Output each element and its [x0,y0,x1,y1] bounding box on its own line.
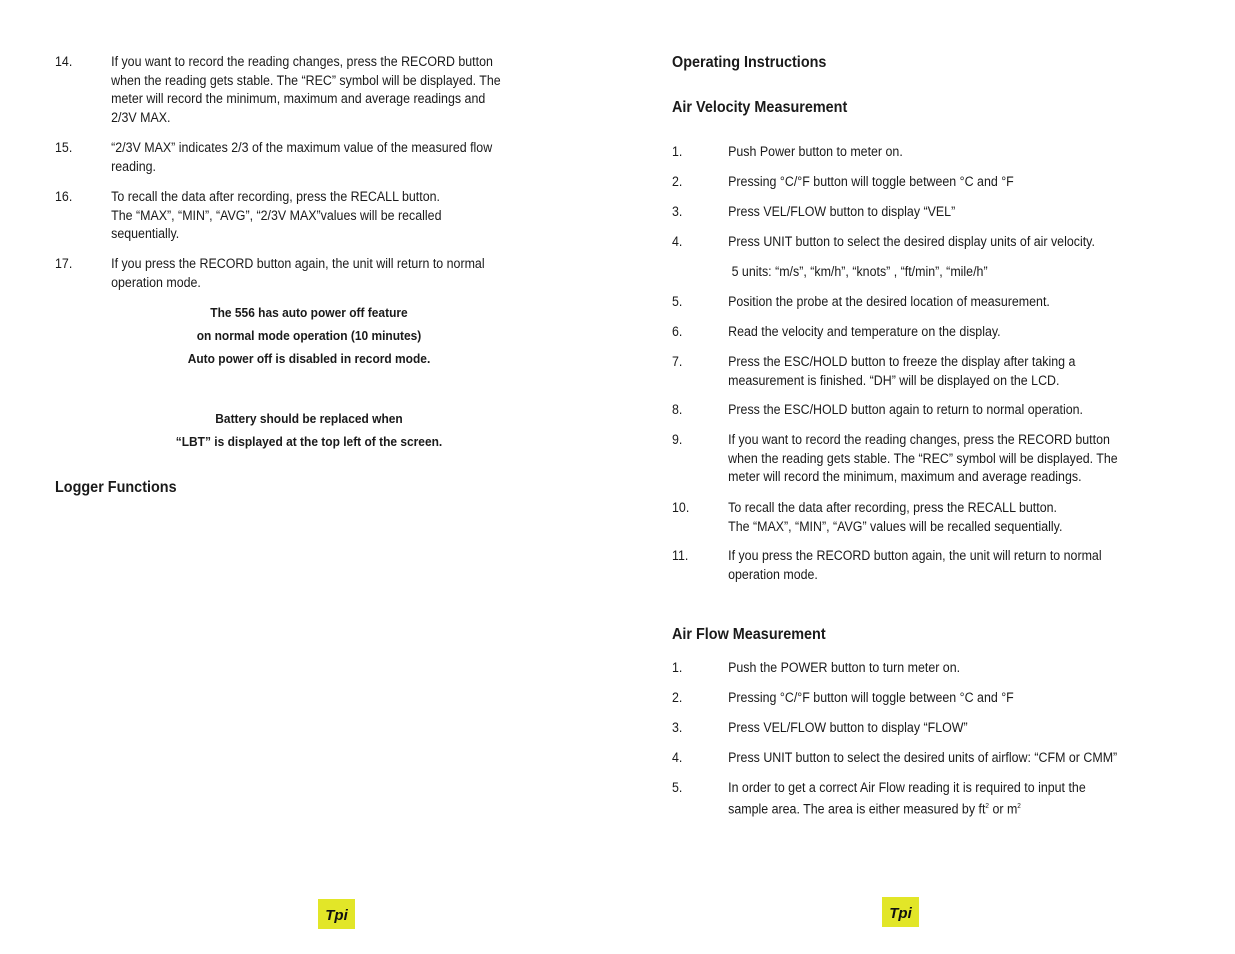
item-text [728,401,1083,420]
item-text [111,53,501,127]
logger-functions-heading: Logger Functions [55,479,177,496]
item-line: To recall the data after recording, press the RECALL button. [728,500,1057,515]
tpi-logo-icon [882,897,919,927]
item-line: Pressing °C/°F button will toggle between °C and °F [728,174,1014,189]
item-text [728,499,1062,536]
item-line: when the reading gets stable. The “REC” symbol will be displayed. The [111,72,501,88]
item-line: Push Power button to meter on. [728,144,903,159]
right-page [617,0,1235,954]
item-text [111,139,492,176]
battery-note [55,407,563,453]
item-number: 2. [672,690,683,705]
item-number: 4. [672,750,683,765]
item-line: Press UNIT button to select the desired display units of air velocity. [728,234,1095,249]
area-text: sample area. The area is either measured by ft [728,801,986,816]
item-text [728,779,1086,819]
item-line: Press UNIT button to select the desired units of airflow: “CFM or CMM” [728,750,1118,765]
tpi-logo [882,897,919,927]
item-number: 6. [672,324,683,339]
note-line: “LBT” is displayed at the top left of the screen. [175,434,443,449]
superscript: 2 [985,802,989,810]
item-number: 15. [55,140,73,155]
item-line: Read the velocity and temperature on the display. [728,324,1001,339]
item-text [728,353,1075,390]
item-number: 10. [672,500,690,515]
item-number: 14. [55,54,73,69]
item-number: 5. [672,780,683,795]
item-number: 1. [672,144,683,159]
item-number: 9. [672,432,683,447]
item-text [728,323,1000,342]
item-text [728,263,987,282]
item-text [728,547,1101,584]
item-text [728,719,968,738]
item-line: meter will record the minimum, maximum and average readings. [728,469,1082,484]
item-line: operation mode. [111,274,201,290]
item-text [728,173,1014,192]
item-line: The “MAX”, “MIN”, “AVG”, “2/3V MAX”values will be recalled [111,207,442,223]
logo-text: Tpi [325,907,348,924]
item-number: 2. [672,174,683,189]
item-number: 16. [55,189,73,204]
logo-text: Tpi [889,905,912,922]
item-number: 3. [672,720,683,735]
item-number: 1. [672,660,683,675]
item-line: Push the POWER button to turn meter on. [728,660,961,675]
item-line [728,798,1086,819]
item-number: 7. [672,354,683,369]
note-line: Battery should be replaced when [215,411,403,426]
item-line: Position the probe at the desired location of measurement. [728,294,1050,309]
item-text [728,659,960,678]
note-line: Auto power off is disabled in record mode. [187,351,431,366]
item-text [111,188,441,244]
area-text: or m [988,801,1018,816]
tpi-logo [318,899,355,929]
item-line: In order to get a correct Air Flow reading it is required to input the [728,780,1086,795]
item-number: 11. [672,548,689,563]
item-number: 3. [672,204,683,219]
air-velocity-heading: Air Velocity Measurement [672,99,848,116]
superscript: 2 [1017,802,1021,810]
item-line: 2/3V MAX. [111,109,171,125]
item-text [728,233,1095,252]
note-line: on normal mode operation (10 minutes) [196,328,422,343]
note-line: The 556 has auto power off feature [210,305,408,320]
item-line: To recall the data after recording, press the RECALL button. [111,189,440,204]
item-number: 4. [672,234,683,249]
item-number: 5. [672,294,683,309]
item-line: sequentially. [111,226,180,241]
air-flow-heading: Air Flow Measurement [672,626,826,643]
item-line: If you press the RECORD button again, the unit will return to normal [111,256,485,271]
item-text [728,689,1014,708]
item-line: Press VEL/FLOW button to display “FLOW” [728,720,968,735]
item-line: operation mode. [728,566,818,582]
auto-power-note [55,301,563,370]
item-line: 5 units: “m/s”, “km/h”, “knots” , “ft/min”, “mile/h” [728,264,988,279]
item-line: Pressing °C/°F button will toggle between °C and °F [728,690,1014,705]
item-line: If you press the RECORD button again, the unit will return to normal [728,548,1102,563]
item-line: If you want to record the reading changes, press the RECORD button [728,432,1110,447]
item-number: 8. [672,402,683,417]
operating-instructions-heading: Operating Instructions [672,54,827,71]
item-line: reading. [111,158,157,174]
item-line: when the reading gets stable. The “REC” symbol will be displayed. The [728,450,1118,466]
left-page [0,0,617,954]
item-text [111,255,484,292]
item-text [728,749,1117,768]
item-text [728,431,1118,487]
item-text [728,143,903,162]
item-line: Press the ESC/HOLD button again to return to normal operation. [728,402,1083,417]
item-text [728,203,955,222]
tpi-logo-icon [318,899,355,929]
item-line: If you want to record the reading changes, press the RECORD button [111,54,493,69]
item-line: The “MAX”, “MIN”, “AVG” values will be recalled sequentially. [728,518,1063,534]
item-number: 17. [55,256,73,271]
item-line: Press the ESC/HOLD button to freeze the display after taking a [728,354,1076,369]
item-line: Press VEL/FLOW button to display “VEL” [728,204,956,219]
item-line: meter will record the minimum, maximum and average readings and [111,91,486,106]
item-text [728,293,1050,312]
item-line: measurement is finished. “DH” will be displayed on the LCD. [728,372,1060,388]
item-line: “2/3V MAX” indicates 2/3 of the maximum value of the measured flow [111,140,493,155]
